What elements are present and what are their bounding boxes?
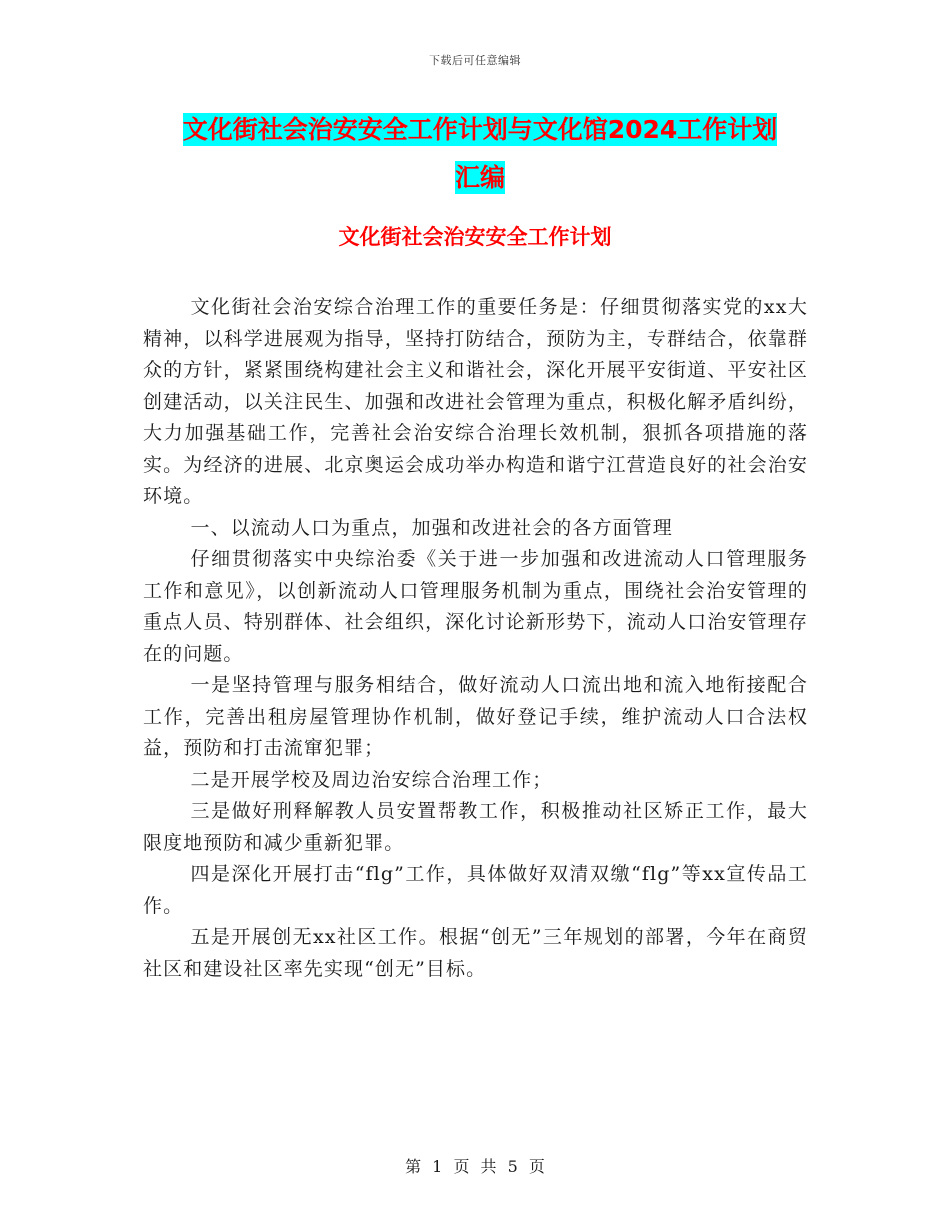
body-text xyxy=(143,292,808,985)
paragraph: 二是开展学校及周边治安综合治理工作； xyxy=(190,768,553,791)
section-title: 文化街社会治安安全工作计划 xyxy=(338,225,612,249)
paragraph: 三是做好刑释解教人员安置帮教工作，积极推动社区矫正工作，最大限度地预防和减少重新犯罪。 xyxy=(143,800,808,854)
document-title xyxy=(140,106,820,202)
document-title-line-1: 文化街社会治安安全工作计划与文化馆2024工作计划 xyxy=(182,115,778,144)
paragraph: 四是深化开展打击“flg”工作，具体做好双清双缴“flg”等xx宣传品工作。 xyxy=(143,863,808,917)
paragraph: 五是开展创无xx社区工作。根据“创无”三年规划的部署，今年在商贸社区和建设社区率先实现“创无”目标。 xyxy=(143,926,808,980)
paragraph: 一是坚持管理与服务相结合，做好流动人口流出地和流入地衔接配合工作，完善出租房屋管理协作机制，做好登记手续，维护流动人口合法权益，预防和打击流窜犯罪； xyxy=(143,674,808,759)
document-title-line-2: 汇编 xyxy=(454,163,505,192)
paragraph-heading-1: 一、以流动人口为重点，加强和改进社会的各方面管理 xyxy=(190,516,673,539)
page-number-footer: 第 1 页 共 5 页 xyxy=(405,1157,545,1176)
paragraph-intro: 文化街社会治安综合治理工作的重要任务是：仔细贯彻落实党的xx大精神，以科学进展观为指导，坚持打防结合，预防为主，专群结合，依靠群众的方针，紧紧围绕构建社会主义和谐社会，深化开展平安街道、平安社区创建活动，以关注民生、加强和改进社会管理为重点，积极化解矛盾纠纷，大力加强基础工作，完善社会治安综合治理长效机制，狠抓各项措施的落实。为经济的进展、北京奥运会成功举办构造和谐宁江营造良好的社会治安环境。 xyxy=(143,296,808,507)
paragraph: 仔细贯彻落实中央综治委《关于进一步加强和改进流动人口管理服务工作和意见》，以创新流动人口管理服务机制为重点，围绕社会治安管理的重点人员、特别群体、社会组织，深化讨论新形势下，流动人口治安管理存在的问题。 xyxy=(143,548,808,665)
header-note: 下载后可任意编辑 xyxy=(429,54,521,67)
